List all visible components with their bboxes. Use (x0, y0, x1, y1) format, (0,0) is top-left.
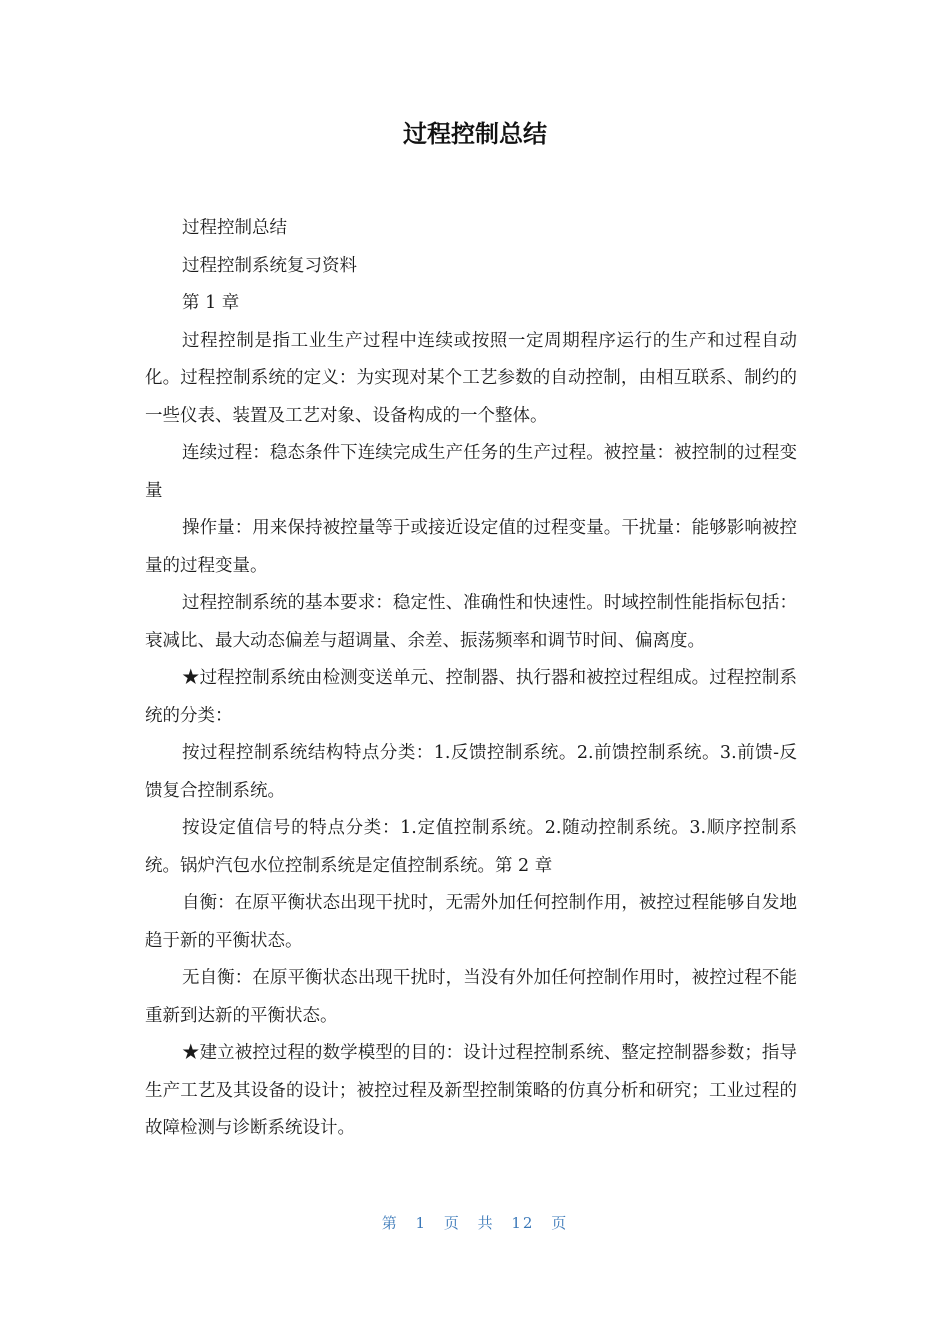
paragraph: 操作量：用来保持被控量等于或接近设定值的过程变量。干扰量：能够影响被控量的过程变量。 (145, 518, 797, 576)
paragraph: 按设定值信号的特点分类：1.定值控制系统。2.随动控制系统。3.顺序控制系统。锅炉汽包水位控制系统是定值控制系统。第 2 章 (145, 818, 797, 876)
paragraph: 过程控制系统复习资料 (182, 255, 357, 276)
document-title: 过程控制总结 (403, 120, 547, 148)
paragraph: 连续过程：稳态条件下连续完成生产任务的生产过程。被控量：被控制的过程变量 (145, 443, 797, 501)
paragraph: 过程控制是指工业生产过程中连续或按照一定周期程序运行的生产和过程自动化。过程控制系统的定义：为实现对某个工艺参数的自动控制，由相互联系、制约的一些仪表、装置及工艺对象、设备构成的一个整体。 (145, 330, 797, 426)
paragraph: 按过程控制系统结构特点分类：1.反馈控制系统。2.前馈控制系统。3.前馈-反馈复合控制系统。 (145, 743, 797, 801)
paragraph: 无自衡：在原平衡状态出现干扰时，当没有外加任何控制作用时，被控过程不能重新到达新的平衡状态。 (145, 968, 797, 1026)
chapter-heading: 第 1 章 (182, 293, 240, 313)
page-number-footer: 第 1 页 共 12 页 (381, 1214, 569, 1232)
paragraph: ★过程控制系统由检测变送单元、控制器、执行器和被控过程组成。过程控制系统的分类： (145, 668, 797, 726)
paragraph: 自衡：在原平衡状态出现干扰时，无需外加任何控制作用，被控过程能够自发地趋于新的平衡状态。 (145, 893, 797, 951)
paragraph: ★建立被控过程的数学模型的目的：设计过程控制系统、整定控制器参数；指导生产工艺及其设备的设计；被控过程及新型控制策略的仿真分析和研究；工业过程的故障检测与诊断系统设计。 (145, 1043, 797, 1138)
paragraph: 过程控制总结 (182, 218, 287, 238)
document-body (145, 210, 797, 1148)
paragraph: 过程控制系统的基本要求：稳定性、准确性和快速性。时域控制性能指标包括：衰减比、最大动态偏差与超调量、余差、振荡频率和调节时间、偏离度。 (145, 593, 797, 651)
